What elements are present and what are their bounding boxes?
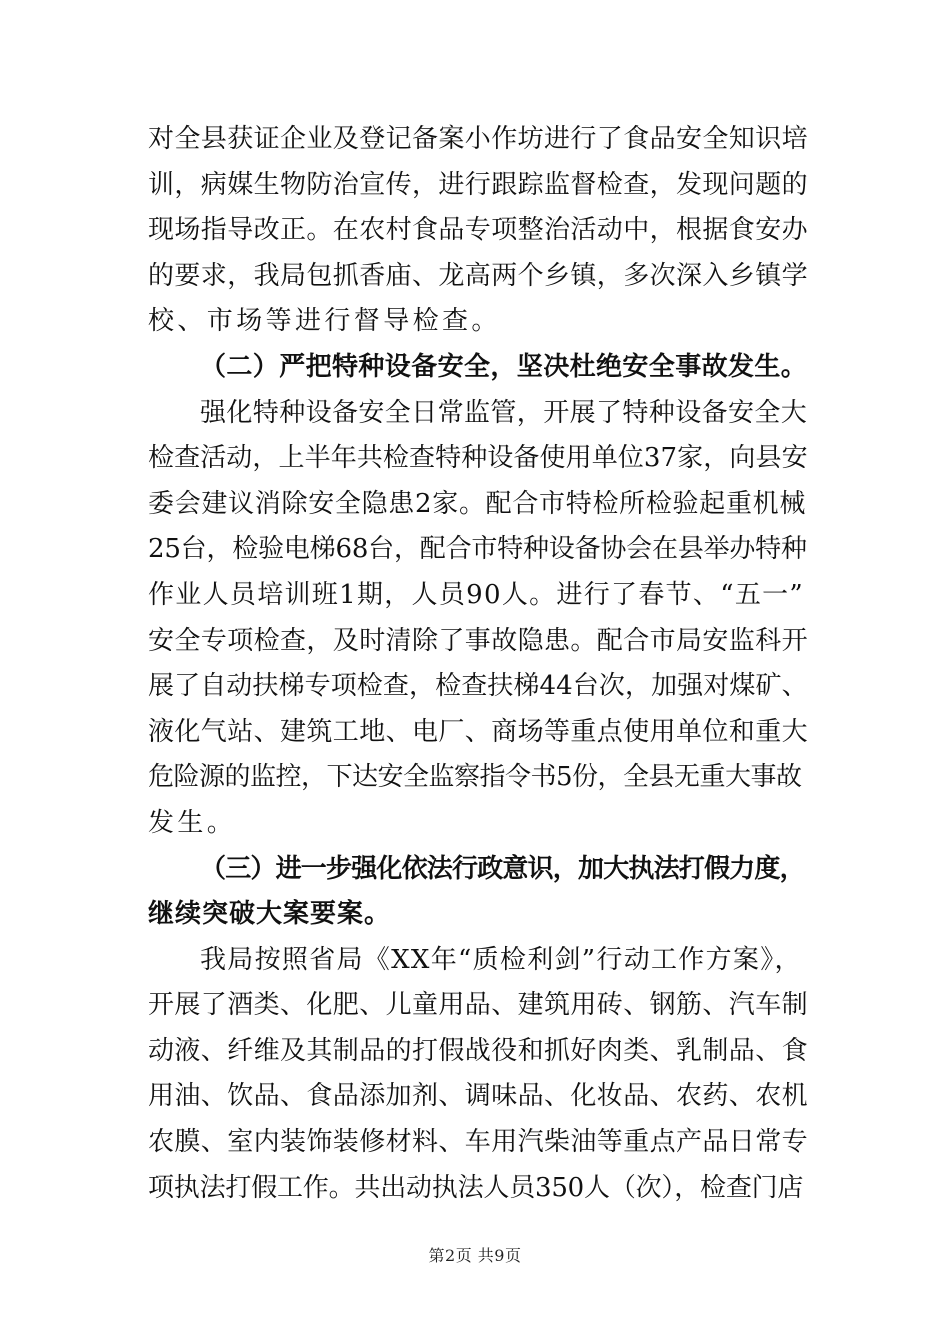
paragraph-line: 展了自动扶梯专项检查，检查扶梯44台次，加强对煤矿、 bbox=[148, 671, 808, 702]
paragraph-line: 对全县获证企业及登记备案小作坊进行了食品安全知识培 bbox=[148, 124, 809, 154]
paragraph-line: 开展了酒类、化肥、儿童用品、建筑用砖、钢筋、汽车制 bbox=[148, 990, 809, 1021]
paragraph-line: 农膜、室内装饰装修材料、车用汽柴油等重点产品日常专 bbox=[148, 1127, 809, 1158]
paragraph-line: 作业人员培训班1期，人员90人。进行了春节、“五一” bbox=[148, 579, 805, 610]
section-heading-line: （二）严把特种设备安全，坚决杜绝安全事故发生。 bbox=[200, 351, 808, 382]
paragraph-line: 液化气站、建筑工地、电厂、商场等重点使用单位和重大 bbox=[148, 716, 809, 747]
paragraph-line: 危险源的监控，下达安全监察指令书5份，全县无重大事故 bbox=[148, 762, 802, 793]
page-footer: 第2页 共9页 bbox=[428, 1246, 522, 1265]
paragraph-line: 25台，检验电梯68台，配合市特种设备协会在县举办特种 bbox=[148, 534, 807, 565]
paragraph-line: 现场指导改正。在农村食品专项整治活动中，根据食安办 bbox=[148, 215, 809, 246]
section-heading-line: （三）进一步强化依法行政意识，加大执法打假力度， bbox=[200, 853, 805, 884]
paragraph-line: 检查活动，上半年共检查特种设备使用单位37家，向县安 bbox=[148, 443, 808, 474]
document-body bbox=[148, 117, 808, 1211]
paragraph-line: 安全专项检查，及时清除了事故隐患。配合市局安监科开 bbox=[148, 625, 809, 656]
section-heading-line: 继续突破大案要案。 bbox=[148, 899, 392, 930]
paragraph-line: 校、市场等进行督导检查。 bbox=[148, 306, 501, 337]
paragraph-line: 我局按照省局《XX年“质检利剑”行动工作方案》， bbox=[200, 944, 802, 975]
paragraph-line: 用油、饮品、食品添加剂、调味品、化妆品、农药、农机 bbox=[148, 1081, 809, 1112]
paragraph-line: 的要求，我局包抓香庙、龙高两个乡镇，多次深入乡镇学 bbox=[148, 260, 809, 291]
paragraph-line: 训，病媒生物防治宣传，进行跟踪监督检查，发现问题的 bbox=[148, 169, 809, 200]
paragraph-line: 强化特种设备安全日常监管，开展了特种设备安全大 bbox=[200, 397, 808, 428]
paragraph-line: 委会建议消除安全隐患2家。配合市特检所检验起重机械 bbox=[148, 488, 807, 519]
paragraph-line: 动液、纤维及其制品的打假战役和抓好肉类、乳制品、食 bbox=[148, 1035, 809, 1066]
paragraph-line: 项执法打假工作。共出动执法人员350人（次），检查门店 bbox=[148, 1172, 804, 1203]
paragraph-line: 发生。 bbox=[148, 807, 237, 838]
